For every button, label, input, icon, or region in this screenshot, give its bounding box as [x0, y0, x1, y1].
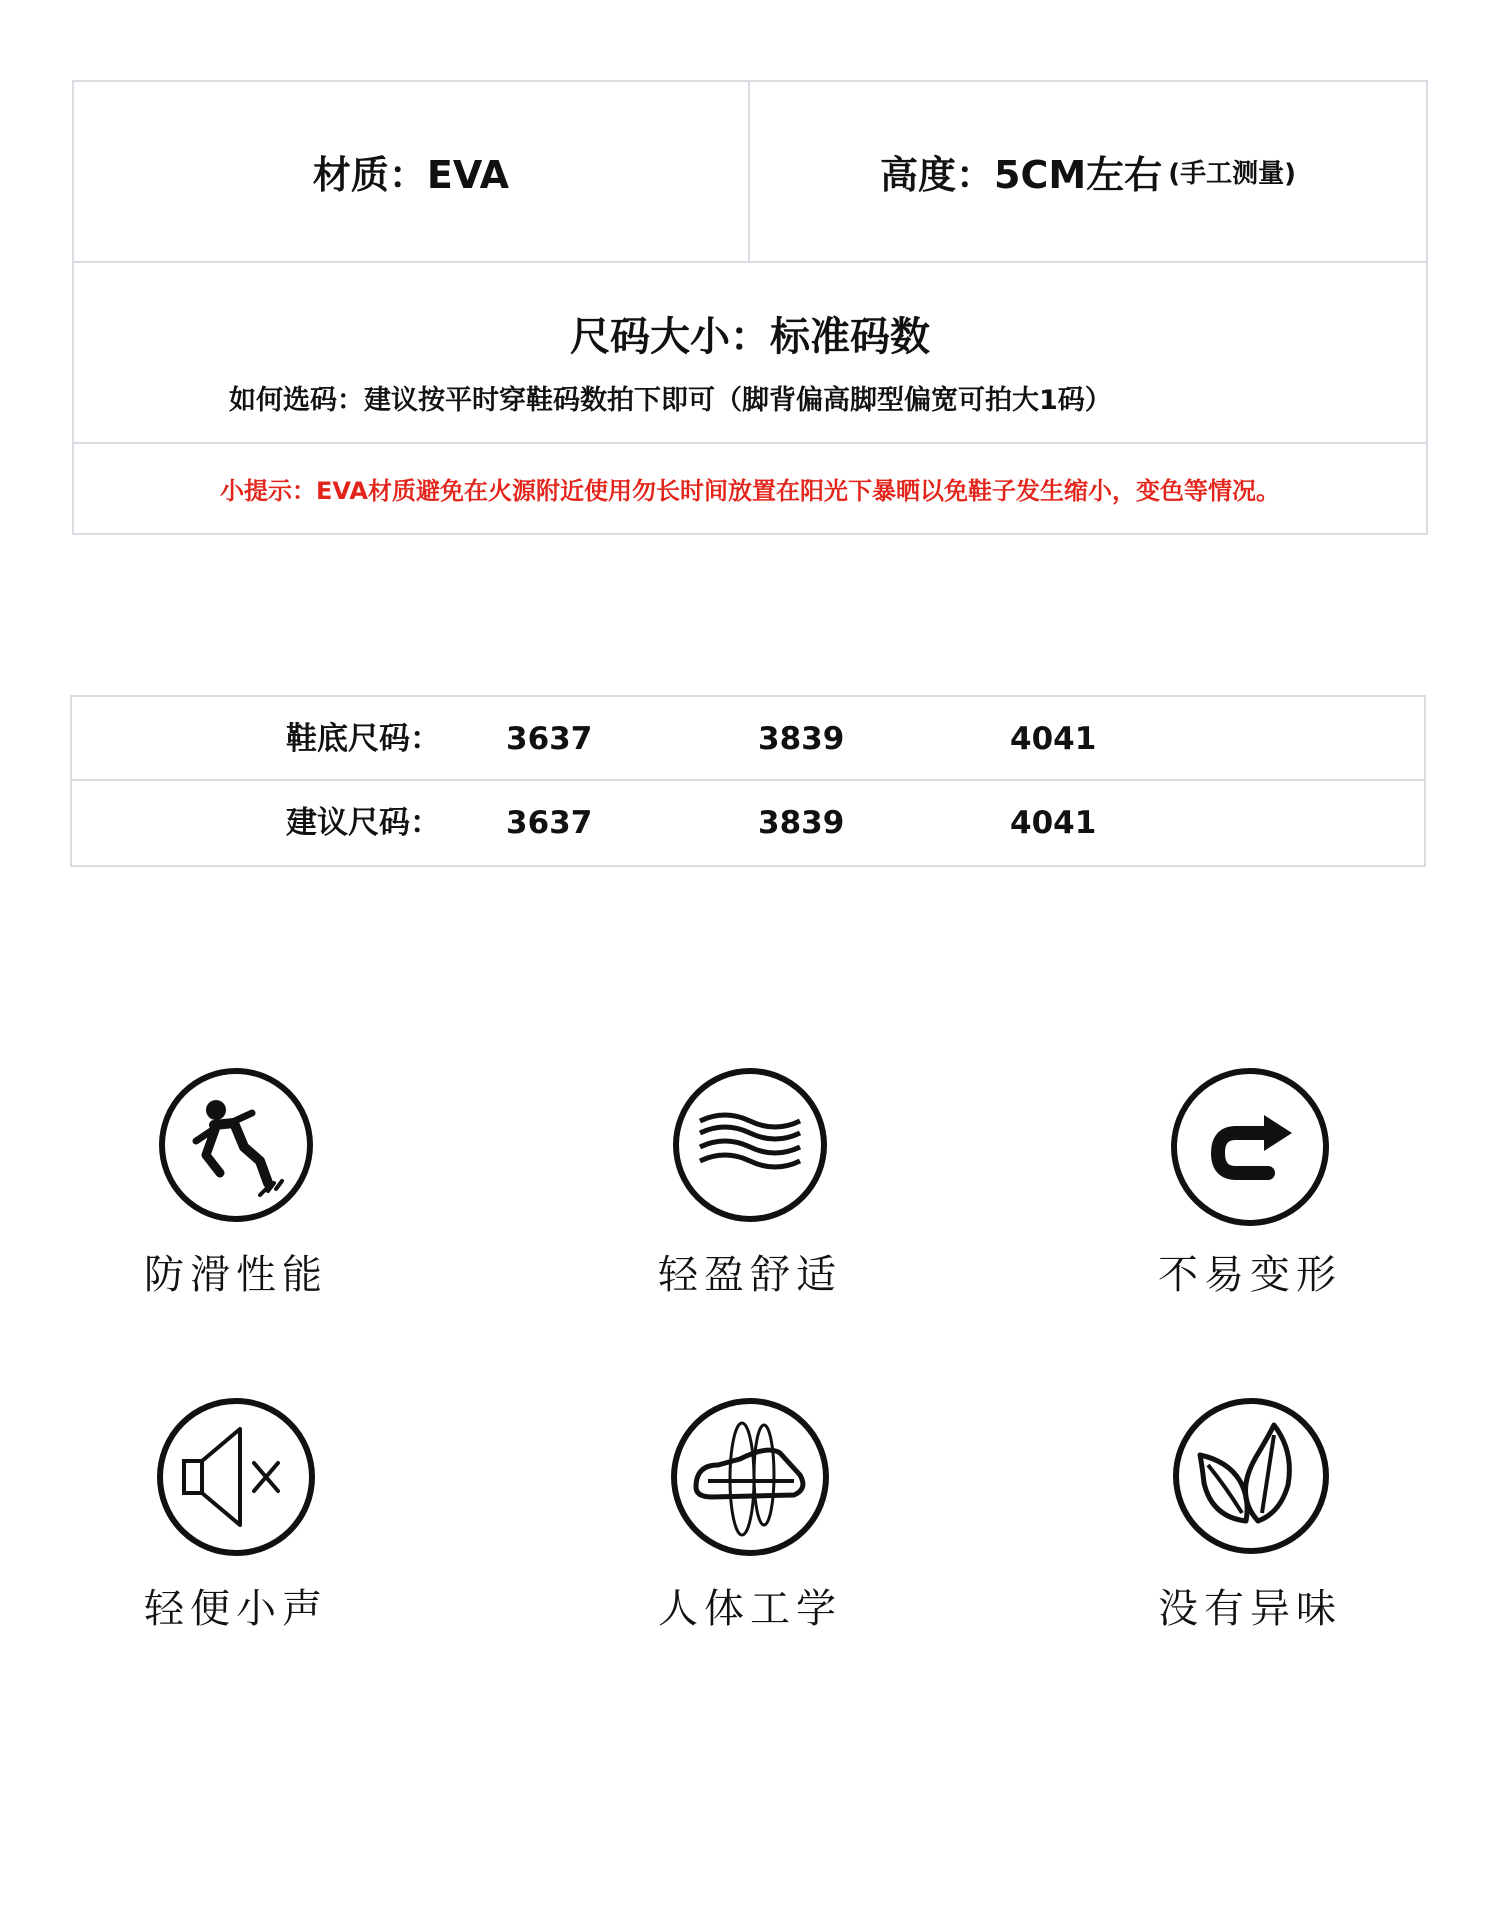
- feature-odorless: [1090, 1395, 1410, 1645]
- feature-label: 没有异味: [1158, 1586, 1342, 1632]
- table-row: [72, 697, 1424, 781]
- size-value: 3637: [506, 721, 593, 757]
- ergonomic-shoe-icon: [668, 1395, 832, 1559]
- feature-label: 人体工学: [658, 1586, 842, 1632]
- slip-person-icon: [156, 1065, 316, 1225]
- spec-table: [72, 80, 1428, 535]
- speaker-mute-icon: [154, 1395, 318, 1559]
- return-arrow-icon: [1168, 1065, 1332, 1229]
- size-cell: [74, 263, 1426, 444]
- waves-icon: [670, 1065, 830, 1225]
- leaves-icon: [1170, 1395, 1332, 1557]
- height-note: (手工测量): [1168, 159, 1296, 189]
- material-text: 材质：EVA: [312, 153, 510, 197]
- feature-quiet: [76, 1395, 396, 1645]
- material-cell: [74, 82, 750, 263]
- size-table: [70, 695, 1426, 867]
- feature-label: 轻盈舒适: [658, 1252, 842, 1298]
- height-text: 高度：5CM左右: [880, 153, 1163, 197]
- size-title: 尺码大小：标准码数: [570, 314, 930, 360]
- feature-label: 不易变形: [1158, 1252, 1342, 1298]
- table-row: [72, 781, 1424, 865]
- feature-anti-deform: [1090, 1065, 1410, 1315]
- height-cell: [750, 82, 1426, 263]
- size-value: 3637: [506, 805, 593, 841]
- size-value: 4041: [1010, 805, 1097, 841]
- size-value: 3839: [758, 805, 845, 841]
- feature-ergonomic: [590, 1395, 910, 1645]
- tip-text: 小提示：EVA材质避免在火源附近使用勿长时间放置在阳光下暴晒以免鞋子发生缩小，变色等情况。: [220, 477, 1280, 505]
- size-value: 3839: [758, 721, 845, 757]
- size-value: 4041: [1010, 721, 1097, 757]
- feature-lightweight: [590, 1065, 910, 1315]
- feature-label: 防滑性能: [144, 1252, 328, 1298]
- row-label: 建议尺码：: [286, 805, 441, 841]
- size-guide: 如何选码：建议按平时穿鞋码数拍下即可（脚背偏高脚型偏宽可拍大1码）: [229, 385, 1112, 416]
- row-label: 鞋底尺码：: [286, 721, 441, 757]
- feature-label: 轻便小声: [144, 1586, 328, 1632]
- tip-cell: [74, 444, 1426, 533]
- feature-anti-slip: [76, 1065, 396, 1315]
